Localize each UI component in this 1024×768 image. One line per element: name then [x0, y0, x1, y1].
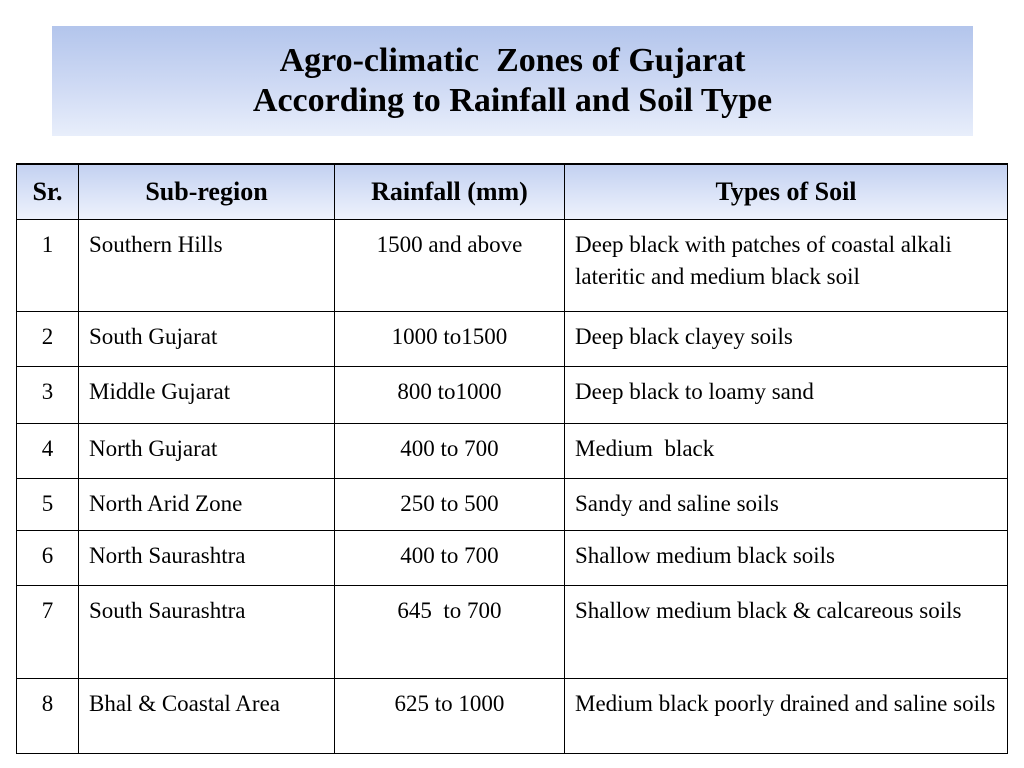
- table-row: [17, 219, 1008, 311]
- cell-soil: Deep black with patches of coastal alkali lateritic and medium black soil: [565, 219, 1008, 311]
- header-rainfall: Rainfall (mm): [335, 164, 565, 219]
- cell-rainfall: 800 to1000: [335, 366, 565, 423]
- cell-soil: Deep black clayey soils: [565, 311, 1008, 366]
- table-row: [17, 678, 1008, 753]
- cell-soil: Deep black to loamy sand: [565, 366, 1008, 423]
- cell-sr: 1: [17, 219, 79, 311]
- cell-sr: 5: [17, 478, 79, 530]
- cell-soil: Medium black: [565, 423, 1008, 478]
- cell-rainfall: 250 to 500: [335, 478, 565, 530]
- header-soil-types: Types of Soil: [565, 164, 1008, 219]
- cell-rainfall: 400 to 700: [335, 530, 565, 585]
- cell-sub-region: South Gujarat: [79, 311, 335, 366]
- table-row: [17, 530, 1008, 585]
- cell-sub-region: North Gujarat: [79, 423, 335, 478]
- cell-sub-region: Southern Hills: [79, 219, 335, 311]
- cell-sr: 7: [17, 585, 79, 678]
- table-row: [17, 585, 1008, 678]
- cell-sr: 6: [17, 530, 79, 585]
- table-header-row: [17, 164, 1008, 219]
- cell-soil: Shallow medium black & calcareous soils: [565, 585, 1008, 678]
- page-title-line-1: Agro-climatic Zones of Gujarat: [279, 42, 746, 79]
- cell-sr: 2: [17, 311, 79, 366]
- cell-sub-region: Bhal & Coastal Area: [79, 678, 335, 753]
- cell-sr: 8: [17, 678, 79, 753]
- header-sr: Sr.: [17, 164, 79, 219]
- cell-soil: Medium black poorly drained and saline soils: [565, 678, 1008, 753]
- cell-sub-region: North Arid Zone: [79, 478, 335, 530]
- title-banner: [52, 26, 973, 136]
- cell-sub-region: North Saurashtra: [79, 530, 335, 585]
- cell-soil: Shallow medium black soils: [565, 530, 1008, 585]
- table-row: [17, 423, 1008, 478]
- cell-rainfall: 625 to 1000: [335, 678, 565, 753]
- table-row: [17, 366, 1008, 423]
- cell-sr: 4: [17, 423, 79, 478]
- header-sub-region: Sub-region: [79, 164, 335, 219]
- table-row: [17, 478, 1008, 530]
- table-row: [17, 311, 1008, 366]
- cell-soil: Sandy and saline soils: [565, 478, 1008, 530]
- cell-sub-region: South Saurashtra: [79, 585, 335, 678]
- cell-sr: 3: [17, 366, 79, 423]
- cell-rainfall: 400 to 700: [335, 423, 565, 478]
- cell-rainfall: 1000 to1500: [335, 311, 565, 366]
- agro-zones-table: [16, 163, 1008, 754]
- page-title-line-2: According to Rainfall and Soil Type: [252, 82, 773, 119]
- cell-rainfall: 1500 and above: [335, 219, 565, 311]
- cell-sub-region: Middle Gujarat: [79, 366, 335, 423]
- cell-rainfall: 645 to 700: [335, 585, 565, 678]
